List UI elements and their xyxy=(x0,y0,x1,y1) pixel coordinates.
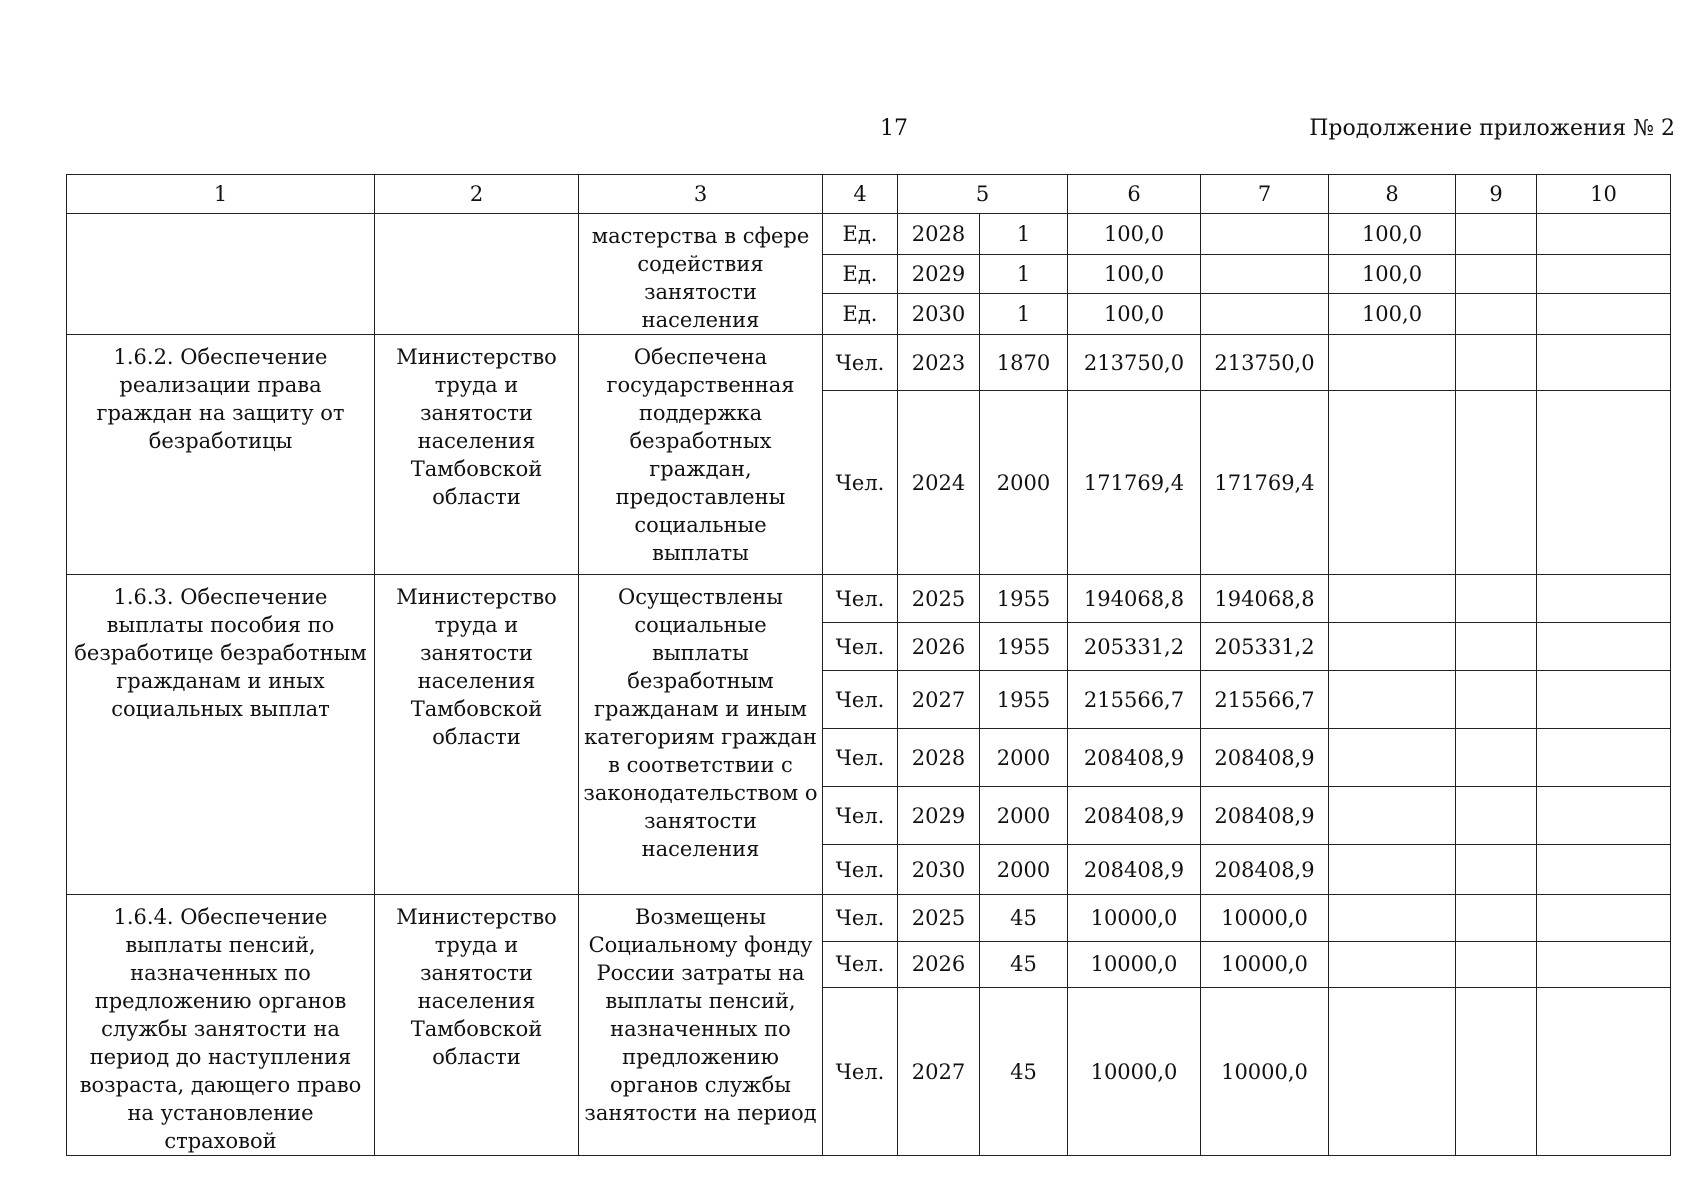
amount-col6-cell: 171769,4 xyxy=(1068,391,1201,575)
amount-col7-cell: 10000,0 xyxy=(1201,941,1329,988)
col8-cell xyxy=(1329,941,1456,988)
quantity-cell: 1955 xyxy=(980,671,1068,729)
page-number: 17 xyxy=(880,116,908,141)
appendix-continuation-note: Продолжение приложения № 2 xyxy=(1309,116,1675,141)
activity-cell: 1.6.4. Обеспечение выплаты пенсий, назначенных по предложению органов службы занятости на период до наступления возраста, дающего право на установление страховой xyxy=(67,895,375,1156)
amount-col7-cell: 208408,9 xyxy=(1201,729,1329,787)
quantity-cell: 2000 xyxy=(980,391,1068,575)
column-number-header-row xyxy=(67,175,1671,214)
result-cell: мастерства в сфере содействия занятости населения xyxy=(579,214,823,335)
amount-col7-cell: 171769,4 xyxy=(1201,391,1329,575)
col9-cell xyxy=(1456,214,1537,255)
col8-cell: 100,0 xyxy=(1329,293,1456,334)
col9-cell xyxy=(1456,293,1537,334)
table-row xyxy=(67,335,1671,391)
quantity-cell: 2000 xyxy=(980,729,1068,787)
year-cell: 2028 xyxy=(898,729,980,787)
quantity-cell: 2000 xyxy=(980,845,1068,895)
col9-cell xyxy=(1456,391,1537,575)
col9-cell xyxy=(1456,671,1537,729)
activity-cell xyxy=(67,214,375,335)
year-cell: 2024 xyxy=(898,391,980,575)
col10-cell xyxy=(1537,941,1671,988)
amount-col6-cell: 213750,0 xyxy=(1068,335,1201,391)
year-cell: 2026 xyxy=(898,941,980,988)
col9-cell xyxy=(1456,335,1537,391)
year-cell: 2029 xyxy=(898,255,980,294)
year-cell: 2028 xyxy=(898,214,980,255)
amount-col7-cell xyxy=(1201,293,1329,334)
activity-cell: 1.6.2. Обеспечение реализации права граждан на защиту от безработицы xyxy=(67,335,375,575)
unit-cell: Чел. xyxy=(823,729,898,787)
column-header: 6 xyxy=(1068,175,1201,214)
amount-col7-cell: 215566,7 xyxy=(1201,671,1329,729)
table-row xyxy=(67,214,1671,255)
amount-col6-cell: 208408,9 xyxy=(1068,729,1201,787)
amount-col6-cell: 10000,0 xyxy=(1068,988,1201,1156)
unit-cell: Чел. xyxy=(823,845,898,895)
quantity-cell: 45 xyxy=(980,895,1068,942)
amount-col6-cell: 10000,0 xyxy=(1068,941,1201,988)
amount-col7-cell: 194068,8 xyxy=(1201,575,1329,623)
amount-col7-cell: 10000,0 xyxy=(1201,988,1329,1156)
amount-col6-cell: 215566,7 xyxy=(1068,671,1201,729)
col8-cell xyxy=(1329,845,1456,895)
executor-cell: Министерство труда и занятости населения Тамбовской области xyxy=(375,895,579,1156)
amount-col6-cell: 205331,2 xyxy=(1068,623,1201,671)
col10-cell xyxy=(1537,575,1671,623)
col9-cell xyxy=(1456,729,1537,787)
col10-cell xyxy=(1537,787,1671,845)
executor-cell xyxy=(375,214,579,335)
col10-cell xyxy=(1537,671,1671,729)
year-cell: 2025 xyxy=(898,575,980,623)
quantity-cell: 1955 xyxy=(980,575,1068,623)
col10-cell xyxy=(1537,845,1671,895)
col10-cell xyxy=(1537,623,1671,671)
quantity-cell: 1 xyxy=(980,214,1068,255)
amount-col7-cell: 213750,0 xyxy=(1201,335,1329,391)
column-header: 5 xyxy=(898,175,1068,214)
executor-cell: Министерство труда и занятости населения Тамбовской области xyxy=(375,335,579,575)
column-header: 9 xyxy=(1456,175,1537,214)
amount-col6-cell: 100,0 xyxy=(1068,255,1201,294)
unit-cell: Чел. xyxy=(823,895,898,942)
col10-cell xyxy=(1537,335,1671,391)
column-header: 1 xyxy=(67,175,375,214)
col8-cell xyxy=(1329,671,1456,729)
activity-cell: 1.6.3. Обеспечение выплаты пособия по безработице безработным гражданам и иных социальных выплат xyxy=(67,575,375,895)
quantity-cell: 2000 xyxy=(980,787,1068,845)
col10-cell xyxy=(1537,988,1671,1156)
quantity-cell: 45 xyxy=(980,941,1068,988)
unit-cell: Чел. xyxy=(823,671,898,729)
unit-cell: Чел. xyxy=(823,988,898,1156)
amount-col6-cell: 100,0 xyxy=(1068,293,1201,334)
unit-cell: Чел. xyxy=(823,787,898,845)
year-cell: 2027 xyxy=(898,671,980,729)
col8-cell xyxy=(1329,391,1456,575)
amount-col6-cell: 10000,0 xyxy=(1068,895,1201,942)
col8-cell xyxy=(1329,895,1456,942)
col10-cell xyxy=(1537,895,1671,942)
col8-cell xyxy=(1329,575,1456,623)
quantity-cell: 1870 xyxy=(980,335,1068,391)
unit-cell: Чел. xyxy=(823,335,898,391)
amount-col7-cell xyxy=(1201,214,1329,255)
col9-cell xyxy=(1456,988,1537,1156)
year-cell: 2023 xyxy=(898,335,980,391)
unit-cell: Ед. xyxy=(823,293,898,334)
column-header: 4 xyxy=(823,175,898,214)
quantity-cell: 1955 xyxy=(980,623,1068,671)
year-cell: 2026 xyxy=(898,623,980,671)
col9-cell xyxy=(1456,787,1537,845)
col10-cell xyxy=(1537,391,1671,575)
quantity-cell: 1 xyxy=(980,293,1068,334)
column-header: 10 xyxy=(1537,175,1671,214)
column-header: 7 xyxy=(1201,175,1329,214)
col8-cell: 100,0 xyxy=(1329,255,1456,294)
unit-cell: Чел. xyxy=(823,391,898,575)
unit-cell: Чел. xyxy=(823,575,898,623)
column-header: 2 xyxy=(375,175,579,214)
col10-cell xyxy=(1537,293,1671,334)
col8-cell: 100,0 xyxy=(1329,214,1456,255)
year-cell: 2030 xyxy=(898,845,980,895)
amount-col6-cell: 100,0 xyxy=(1068,214,1201,255)
table-row xyxy=(67,895,1671,942)
col9-cell xyxy=(1456,575,1537,623)
year-cell: 2025 xyxy=(898,895,980,942)
amount-col6-cell: 194068,8 xyxy=(1068,575,1201,623)
col9-cell xyxy=(1456,623,1537,671)
quantity-cell: 45 xyxy=(980,988,1068,1156)
col8-cell xyxy=(1329,988,1456,1156)
col9-cell xyxy=(1456,255,1537,294)
amount-col6-cell: 208408,9 xyxy=(1068,787,1201,845)
col10-cell xyxy=(1537,255,1671,294)
column-header: 3 xyxy=(579,175,823,214)
amount-col6-cell: 208408,9 xyxy=(1068,845,1201,895)
amount-col7-cell: 208408,9 xyxy=(1201,787,1329,845)
col8-cell xyxy=(1329,623,1456,671)
col8-cell xyxy=(1329,729,1456,787)
col9-cell xyxy=(1456,895,1537,942)
col8-cell xyxy=(1329,787,1456,845)
unit-cell: Ед. xyxy=(823,214,898,255)
result-cell: Осуществлены социальные выплаты безработным гражданам и иным категориям граждан в соответствии с законодательством о занятости населения xyxy=(579,575,823,895)
amount-col7-cell: 10000,0 xyxy=(1201,895,1329,942)
col10-cell xyxy=(1537,729,1671,787)
year-cell: 2027 xyxy=(898,988,980,1156)
column-header: 8 xyxy=(1329,175,1456,214)
program-measures-table xyxy=(66,174,1671,1156)
amount-col7-cell: 208408,9 xyxy=(1201,845,1329,895)
year-cell: 2029 xyxy=(898,787,980,845)
col10-cell xyxy=(1537,214,1671,255)
result-cell: Возмещены Социальному фонду России затраты на выплаты пенсий, назначенных по предложению органов службы занятости на период xyxy=(579,895,823,1156)
year-cell: 2030 xyxy=(898,293,980,334)
col9-cell xyxy=(1456,845,1537,895)
executor-cell: Министерство труда и занятости населения Тамбовской области xyxy=(375,575,579,895)
amount-col7-cell: 205331,2 xyxy=(1201,623,1329,671)
unit-cell: Чел. xyxy=(823,941,898,988)
amount-col7-cell xyxy=(1201,255,1329,294)
quantity-cell: 1 xyxy=(980,255,1068,294)
unit-cell: Ед. xyxy=(823,255,898,294)
col8-cell xyxy=(1329,335,1456,391)
table-row xyxy=(67,575,1671,623)
col9-cell xyxy=(1456,941,1537,988)
unit-cell: Чел. xyxy=(823,623,898,671)
result-cell: Обеспечена государственная поддержка безработных граждан, предоставлены социальные выплаты xyxy=(579,335,823,575)
